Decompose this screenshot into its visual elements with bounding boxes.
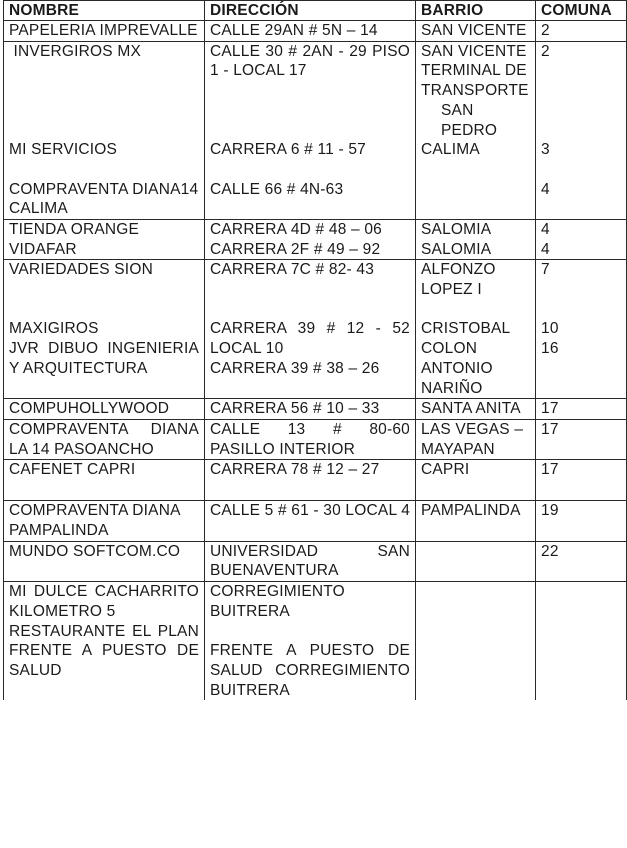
cell-comuna bbox=[536, 219, 627, 259]
cell-direccion bbox=[205, 541, 416, 581]
direccion-text: CALLE 5 # 61 - 30 LOCAL 4 bbox=[210, 502, 411, 520]
comuna-text: 3 bbox=[541, 141, 550, 159]
cell-direccion bbox=[205, 419, 416, 459]
direccion-text: CARRERA 2F # 49 – 92 bbox=[210, 240, 381, 258]
cell-direccion bbox=[205, 21, 416, 42]
comuna-text: 4 bbox=[541, 180, 550, 198]
cell-comuna bbox=[536, 501, 627, 541]
direccion-text: CARRERA 6 # 11 - 57 bbox=[210, 141, 366, 159]
nombre-text: CAFENET CAPRI bbox=[9, 461, 136, 479]
cell-barrio bbox=[416, 219, 536, 259]
direccion-text: CARRERA 7C # 82- 43 bbox=[210, 261, 375, 279]
comuna-text: 19 bbox=[541, 502, 559, 520]
cell-barrio bbox=[416, 541, 536, 581]
barrio-text: LAS VEGAS – MAYAPAN bbox=[421, 420, 524, 458]
barrio-text: CRISTOBAL COLON bbox=[421, 320, 510, 358]
nombre-text: VARIEDADES SION bbox=[9, 261, 153, 279]
direccion-text: CALLE 29AN # 5N – 14 bbox=[210, 22, 378, 39]
barrio-text: ANTONIO NARIÑO bbox=[421, 359, 493, 397]
direccion-text: CARRERA 39 # 38 – 26 bbox=[210, 359, 380, 377]
comuna-text: 22 bbox=[541, 542, 559, 560]
table-row bbox=[4, 419, 627, 459]
direccion-text: CARRERA 56 # 10 – 33 bbox=[210, 400, 380, 418]
barrio-text: SAN VICENTE TERMINAL DE TRANSPORTE bbox=[421, 42, 529, 100]
cell-direccion bbox=[205, 582, 416, 701]
direccion-text: CALLE 30 # 2AN - 29 PISO 1 - LOCAL 17 bbox=[210, 42, 410, 80]
table-row bbox=[4, 219, 627, 259]
direccion-text: CORREGIMIENTO BUITRERA bbox=[210, 583, 345, 620]
comuna-text: 4 bbox=[541, 220, 550, 238]
barrio-text: SANTA ANITA bbox=[421, 400, 521, 418]
cell-barrio bbox=[416, 582, 536, 701]
cell-direccion bbox=[205, 260, 416, 399]
nombre-text: INVERGIROS MX bbox=[9, 42, 141, 60]
direccion-text: CALLE 13 # 80-60 PASILLO INTERIOR bbox=[210, 420, 410, 458]
table-row bbox=[4, 541, 627, 581]
table-row bbox=[4, 460, 627, 501]
cell-nombre bbox=[4, 501, 205, 541]
stores-table bbox=[3, 0, 627, 700]
header-direccion: DIRECCIÓN bbox=[205, 1, 416, 21]
nombre-text: TIENDA ORANGE bbox=[9, 220, 140, 238]
cell-comuna bbox=[536, 399, 627, 420]
cell-direccion bbox=[205, 501, 416, 541]
header-barrio: BARRIO bbox=[416, 1, 536, 21]
comuna-text: 4 bbox=[541, 240, 550, 258]
nombre-text: COMPUHOLLYWOOD bbox=[9, 400, 170, 418]
comuna-text: 10 bbox=[541, 320, 559, 338]
cell-barrio bbox=[416, 460, 536, 501]
document-page bbox=[3, 0, 626, 700]
direccion-text: CALLE 66 # 4N-63 bbox=[210, 180, 344, 198]
cell-barrio bbox=[416, 399, 536, 420]
table-row bbox=[4, 41, 627, 219]
cell-nombre bbox=[4, 419, 205, 459]
cell-comuna bbox=[536, 460, 627, 501]
cell-comuna bbox=[536, 41, 627, 219]
cell-comuna bbox=[536, 541, 627, 581]
barrio-text bbox=[421, 582, 530, 602]
barrio-text: PAMPALINDA bbox=[421, 502, 521, 520]
barrio-text: CALIMA bbox=[421, 141, 480, 159]
nombre-text: COMPRAVENTA DIANA PAMPALINDA bbox=[9, 502, 180, 540]
table-row bbox=[4, 21, 627, 42]
direccion-text: CARRERA 78 # 12 – 27 bbox=[210, 461, 380, 479]
nombre-text: JVR DIBUO INGENIERIA Y ARQUITECTURA bbox=[9, 340, 199, 377]
cell-nombre bbox=[4, 541, 205, 581]
direccion-text: UNIVERSIDAD SAN BUENAVENTURA bbox=[210, 542, 410, 580]
header-comuna: COMUNA bbox=[536, 1, 627, 21]
table-row bbox=[4, 260, 627, 399]
cell-direccion bbox=[205, 41, 416, 219]
nombre-text: PAPELERIA IMPREVALLE bbox=[9, 22, 198, 39]
header-nombre: NOMBRE bbox=[4, 1, 205, 21]
nombre-text: MAXIGIROS bbox=[9, 320, 99, 338]
cell-barrio bbox=[416, 419, 536, 459]
table-row bbox=[4, 399, 627, 420]
cell-barrio bbox=[416, 260, 536, 399]
cell-comuna bbox=[536, 260, 627, 399]
comuna-text: 17 bbox=[541, 420, 559, 438]
cell-barrio bbox=[416, 501, 536, 541]
cell-nombre bbox=[4, 219, 205, 259]
cell-nombre bbox=[4, 582, 205, 701]
comuna-text: 2 bbox=[541, 22, 550, 39]
nombre-text: RESTAURANTE EL PLAN FRENTE A PUESTO DE SALUD bbox=[9, 622, 199, 679]
cell-direccion bbox=[205, 399, 416, 420]
nombre-text: VIDAFAR bbox=[9, 240, 77, 258]
barrio-text: SALOMIA bbox=[421, 240, 492, 258]
cell-nombre bbox=[4, 399, 205, 420]
cell-barrio bbox=[416, 41, 536, 219]
comuna-text: 2 bbox=[541, 42, 550, 60]
table-row bbox=[4, 501, 627, 541]
comuna-text: 7 bbox=[541, 261, 550, 279]
direccion-text: FRENTE A PUESTO DE SALUD CORREGIMIENTO BUITRERA bbox=[210, 642, 410, 699]
barrio-text: CAPRI bbox=[421, 461, 470, 479]
nombre-text: COMPRAVENTA DIANA LA 14 PASOANCHO bbox=[9, 420, 199, 458]
cell-nombre bbox=[4, 41, 205, 219]
comuna-text: 17 bbox=[541, 461, 559, 479]
cell-nombre bbox=[4, 260, 205, 399]
cell-nombre bbox=[4, 21, 205, 42]
comuna-text: 17 bbox=[541, 400, 559, 418]
cell-nombre bbox=[4, 460, 205, 501]
barrio-text bbox=[421, 542, 530, 562]
cell-comuna bbox=[536, 419, 627, 459]
barrio-text: SAN PEDRO bbox=[441, 101, 498, 139]
nombre-text: MUNDO SOFTCOM.CO bbox=[9, 542, 181, 560]
direccion-text: CARRERA 4D # 48 – 06 bbox=[210, 220, 383, 238]
cell-comuna bbox=[536, 21, 627, 42]
nombre-text: MI SERVICIOS bbox=[9, 141, 118, 159]
barrio-text: SALOMIA bbox=[421, 220, 492, 238]
cell-barrio bbox=[416, 21, 536, 42]
table-header-row bbox=[4, 1, 627, 21]
cell-comuna bbox=[536, 582, 627, 701]
barrio-text: SAN VICENTE bbox=[421, 22, 527, 39]
cell-direccion bbox=[205, 460, 416, 501]
nombre-text: COMPRAVENTA DIANA14 CALIMA bbox=[9, 180, 199, 218]
cell-direccion bbox=[205, 219, 416, 259]
comuna-text bbox=[541, 582, 621, 602]
table-row bbox=[4, 582, 627, 701]
nombre-text: MI DULCE CACHARRITO KILOMETRO 5 bbox=[9, 583, 199, 620]
barrio-text: ALFONZO LOPEZ I bbox=[421, 261, 496, 299]
comuna-text: 16 bbox=[541, 340, 559, 358]
direccion-text: CARRERA 39 # 12 - 52 LOCAL 10 bbox=[210, 320, 410, 358]
